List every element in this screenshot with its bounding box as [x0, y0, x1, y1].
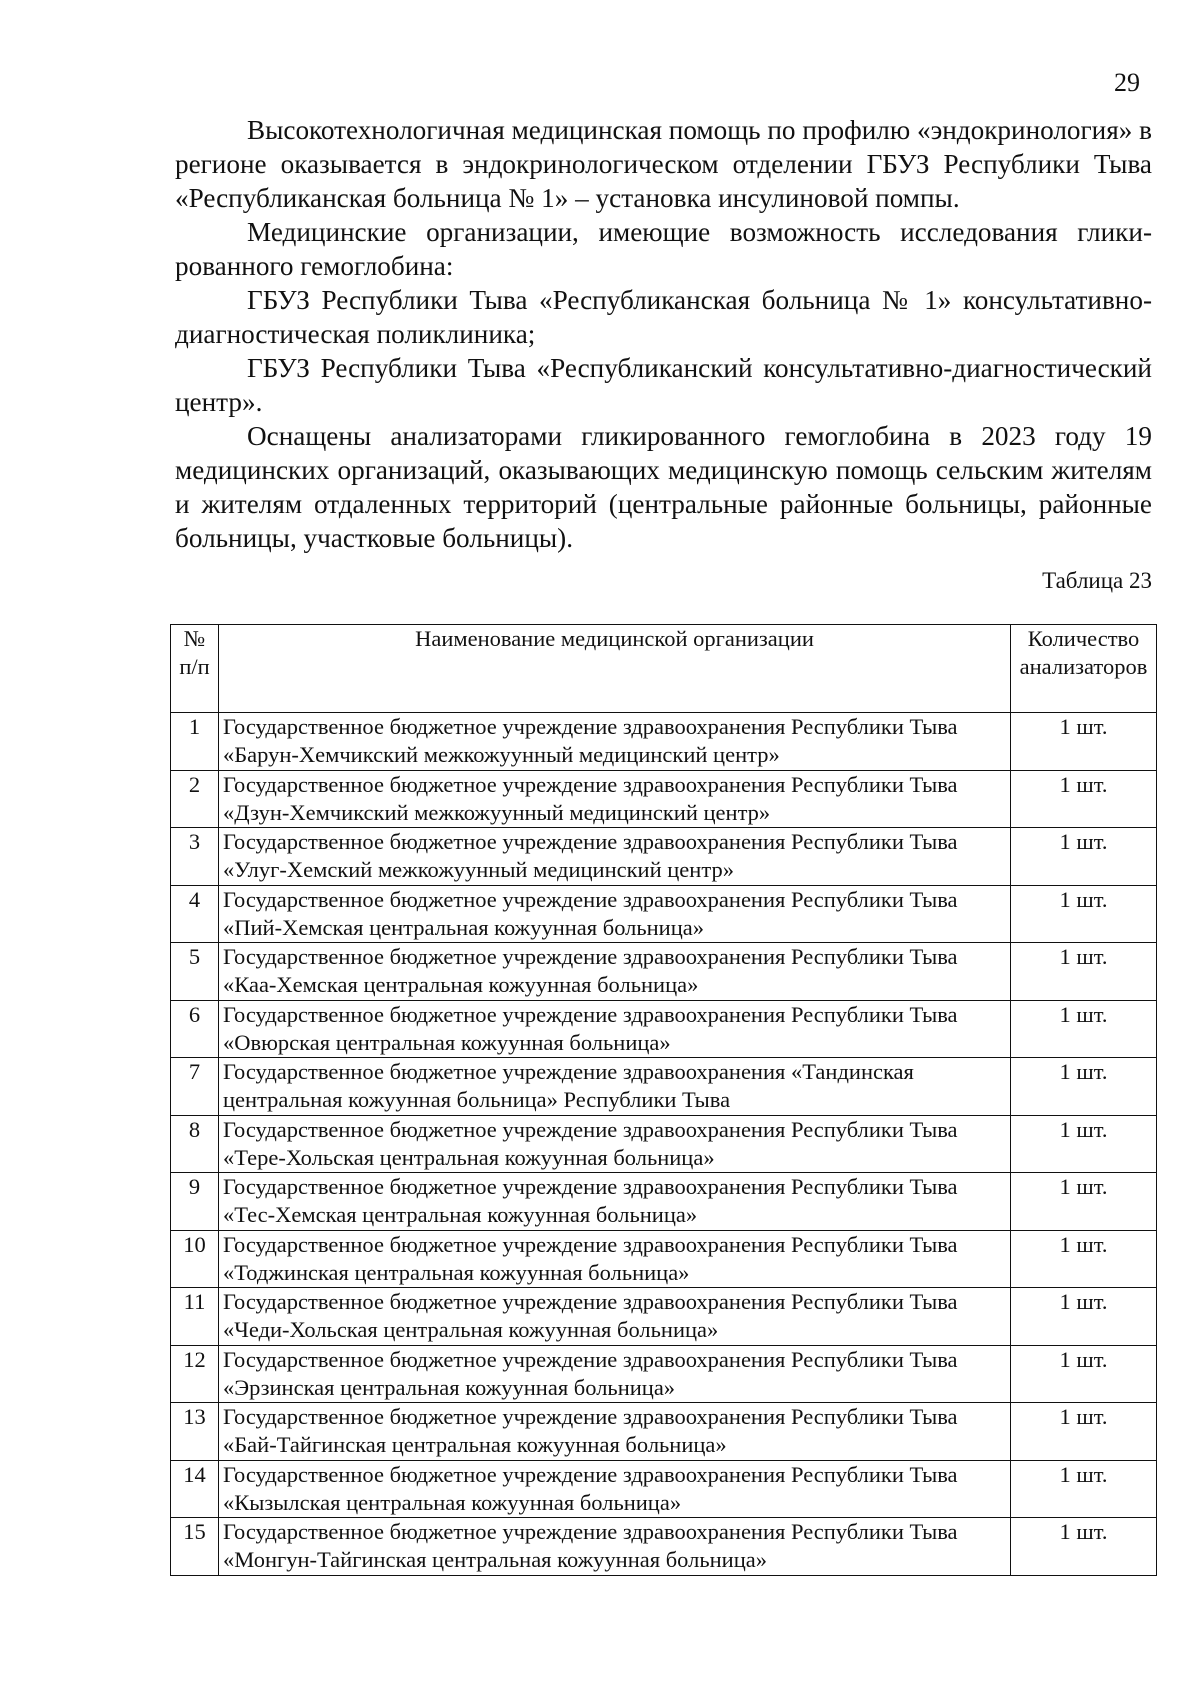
row-number: 14: [171, 1460, 219, 1518]
table-row: [171, 1460, 1157, 1518]
paragraph-hba1c-organizations: Медицинские организации, имеющие возможность исследования гликированного гемоглобина:: [175, 217, 1152, 281]
table-row: [171, 1115, 1157, 1173]
row-number: 3: [171, 828, 219, 886]
table-row: [171, 713, 1157, 771]
table-row: [171, 1403, 1157, 1461]
row-number: 1: [171, 713, 219, 771]
row-number: 6: [171, 1000, 219, 1058]
analyzer-count: 1 шт.: [1011, 1230, 1157, 1288]
organization-name: Государственное бюджетное учреждение здравоохранения Республики Тыва «Тоджинская центральная кожуунная больница»: [219, 1230, 1011, 1288]
analyzer-count: 1 шт.: [1011, 1403, 1157, 1461]
analyzer-count: 1 шт.: [1011, 828, 1157, 886]
table-row: [171, 1230, 1157, 1288]
analyzer-count: 1 шт.: [1011, 1058, 1157, 1116]
table-row: [171, 1173, 1157, 1231]
analyzer-count: 1 шт.: [1011, 1518, 1157, 1576]
organization-name: Государственное бюджетное учреждение здравоохранения Республики Тыва «Монгун-Тайгинская центральная кожуунная больница»: [219, 1518, 1011, 1576]
row-number: 7: [171, 1058, 219, 1116]
paragraph-republican-hospital: ГБУЗ Республики Тыва «Республиканская больница № 1» консультативно-диагностическая поликлиника;: [175, 285, 1152, 349]
analyzer-count: 1 шт.: [1011, 1000, 1157, 1058]
page-number: 29: [1114, 68, 1140, 97]
analyzer-count: 1 шт.: [1011, 1115, 1157, 1173]
analyzers-table: [170, 624, 1157, 1576]
row-number: 8: [171, 1115, 219, 1173]
table-row: [171, 1058, 1157, 1116]
table-row: [171, 1345, 1157, 1403]
table-row: [171, 770, 1157, 828]
organization-name: Государственное бюджетное учреждение здравоохранения Республики Тыва «Барун-Хемчикский межкожуунный медицинский центр»: [219, 713, 1011, 771]
row-number: 5: [171, 943, 219, 1001]
organization-name: Государственное бюджетное учреждение здравоохранения Республики Тыва «Овюрская центральная кожуунная больница»: [219, 1000, 1011, 1058]
row-number: 15: [171, 1518, 219, 1576]
table-row: [171, 1000, 1157, 1058]
row-number: 2: [171, 770, 219, 828]
paragraph-high-tech-care: Высокотехнологичная медицинская помощь по профилю «эндокринология» в регионе оказывается в эндокринологическом отделении ГБУЗ Республики Тыва «Республиканская больница № 1» – установка инсулиновой помпы.: [175, 115, 1152, 213]
organization-name: Государственное бюджетное учреждение здравоохранения Республики Тыва «Улуг-Хемский межкожуунный медицинский центр»: [219, 828, 1011, 886]
table-row: [171, 1518, 1157, 1576]
analyzer-count: 1 шт.: [1011, 1345, 1157, 1403]
paragraph-analyzers-2023: Оснащены анализаторами гликированного гемоглобина в 2023 году 19 медицинских организаций, оказывающих медицинскую помощь сельским жителям и жителям отдаленных территорий (центральные районные больницы, районные больницы, участковые больницы).: [175, 421, 1152, 553]
table-row: [171, 1288, 1157, 1346]
organization-name: Государственное бюджетное учреждение здравоохранения Республики Тыва «Каа-Хемская центральная кожуунная больница»: [219, 943, 1011, 1001]
organization-name: Государственное бюджетное учреждение здравоохранения Республики Тыва «Бай-Тайгинская центральная кожуунная больница»: [219, 1403, 1011, 1461]
organization-name: Государственное бюджетное учреждение здравоохранения Республики Тыва «Кызылская центральная кожуунная больница»: [219, 1460, 1011, 1518]
header-number: № п/п: [171, 625, 219, 713]
analyzer-count: 1 шт.: [1011, 1288, 1157, 1346]
header-analyzer-count: Количество анализаторов: [1011, 625, 1157, 713]
organization-name: Государственное бюджетное учреждение здравоохранения Республики Тыва «Эрзинская центральная кожуунная больница»: [219, 1345, 1011, 1403]
row-number: 12: [171, 1345, 219, 1403]
organization-name: Государственное бюджетное учреждение здравоохранения Республики Тыва «Дзун-Хемчикский межкожуунный медицинский центр»: [219, 770, 1011, 828]
row-number: 13: [171, 1403, 219, 1461]
row-number: 9: [171, 1173, 219, 1231]
header-organization-name: Наименование медицинской организации: [219, 625, 1011, 713]
table-body: [171, 713, 1157, 1576]
organization-name: Государственное бюджетное учреждение здравоохранения Республики Тыва «Чеди-Хольская центральная кожуунная больница»: [219, 1288, 1011, 1346]
analyzer-count: 1 шт.: [1011, 713, 1157, 771]
organization-name: Государственное бюджетное учреждение здравоохранения «Тандинская центральная кожуунная больница» Республики Тыва: [219, 1058, 1011, 1116]
row-number: 10: [171, 1230, 219, 1288]
body-text: [175, 113, 1152, 555]
organization-name: Государственное бюджетное учреждение здравоохранения Республики Тыва «Пий-Хемская центральная кожуунная больница»: [219, 885, 1011, 943]
analyzer-count: 1 шт.: [1011, 770, 1157, 828]
row-number: 11: [171, 1288, 219, 1346]
table-row: [171, 943, 1157, 1001]
table-row: [171, 828, 1157, 886]
analyzer-count: 1 шт.: [1011, 1173, 1157, 1231]
row-number: 4: [171, 885, 219, 943]
paragraph-diagnostic-center: ГБУЗ Республики Тыва «Республиканский консультативно-диагностический центр».: [175, 353, 1152, 417]
analyzer-count: 1 шт.: [1011, 943, 1157, 1001]
organization-name: Государственное бюджетное учреждение здравоохранения Республики Тыва «Тес-Хемская центральная кожуунная больница»: [219, 1173, 1011, 1231]
table-caption: Таблица 23: [1042, 568, 1152, 593]
table-header-row: [171, 625, 1157, 713]
organization-name: Государственное бюджетное учреждение здравоохранения Республики Тыва «Тере-Хольская центральная кожуунная больница»: [219, 1115, 1011, 1173]
analyzer-count: 1 шт.: [1011, 1460, 1157, 1518]
analyzer-count: 1 шт.: [1011, 885, 1157, 943]
table-row: [171, 885, 1157, 943]
